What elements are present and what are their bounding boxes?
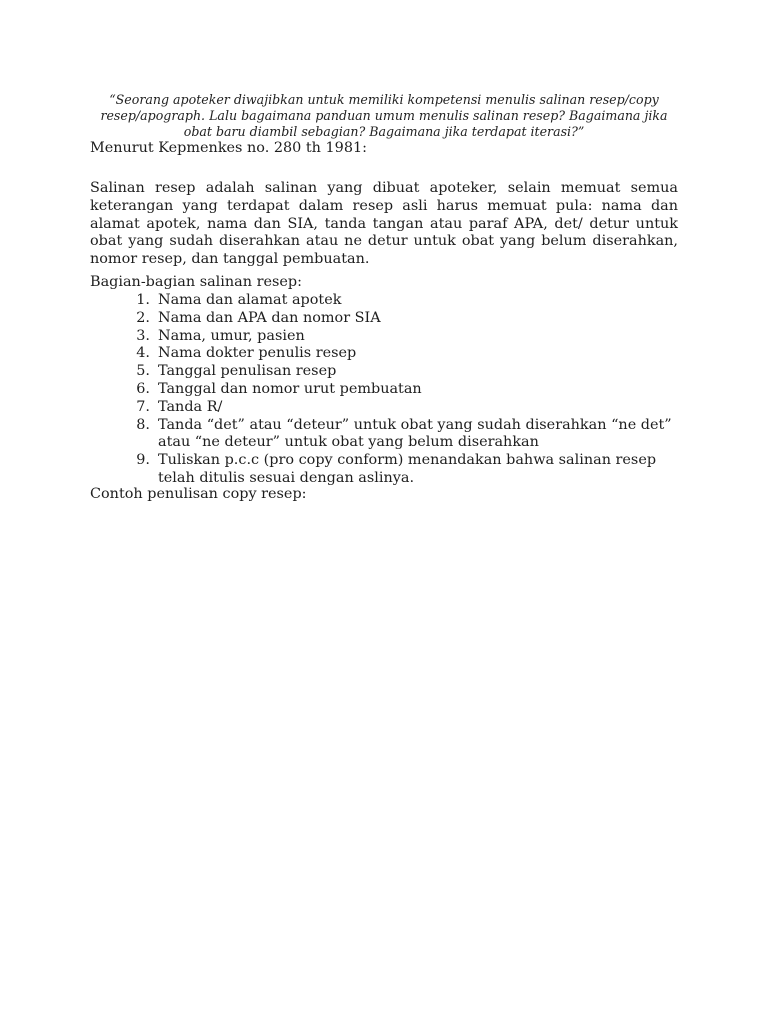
- list-item-text: Nama dokter penulis resep: [158, 345, 357, 362]
- list-item: [90, 328, 678, 346]
- list-item-text: Nama dan alamat apotek: [158, 292, 342, 308]
- list-item-number: 6.: [136, 380, 150, 397]
- parts-heading: Bagian-bagian salinan resep:: [90, 274, 302, 290]
- list-item-number: 7.: [136, 398, 150, 415]
- definition-paragraph: Salinan resep adalah salinan yang dibuat apoteker, selain memuat semua keterangan yang terdapat dalam resep asli harus memuat pula: nama dan alamat apotek, nama dan SIA, tanda tangan atau paraf APA, det/ detur untuk obat yang sudah diserahkan atau ne detur untuk obat yang belum diserahkan, nomor resep, dan tanggal pembuatan.: [90, 180, 678, 268]
- list-item-number: 8.: [136, 416, 150, 433]
- list-item-text: Tanda R/: [158, 398, 223, 415]
- list-item-text: Nama, umur, pasien: [158, 327, 305, 344]
- list-item-number: 4.: [136, 345, 150, 362]
- list-item-number: 5.: [136, 363, 150, 380]
- list-item: [90, 345, 678, 363]
- list-item-number: 3.: [136, 327, 150, 344]
- list-item-number: 1.: [136, 292, 150, 308]
- list-item: [90, 381, 678, 399]
- list-item-text: Tanggal penulisan resep: [158, 363, 337, 380]
- list-item-text: Tanggal dan nomor urut pembuatan: [158, 380, 422, 397]
- list-item-number: 9.: [136, 452, 150, 469]
- list-item: [90, 399, 678, 417]
- list-item-number: 2.: [136, 309, 150, 326]
- list-item-text: Tuliskan p.c.c (pro copy conform) menandakan bahwa salinan resep telah ditulis sesuai dengan aslinya.: [158, 452, 657, 486]
- list-item-text: Nama dan APA dan nomor SIA: [158, 309, 381, 326]
- list-item: [90, 363, 678, 381]
- list-item-text: Tanda “det” atau “deteur” untuk obat yang sudah diserahkan “ne det” atau “ne deteur” untuk obat yang belum diserahkan: [158, 416, 672, 451]
- list-item: [90, 310, 678, 328]
- list-item: [90, 292, 678, 310]
- list-item: [90, 452, 678, 488]
- intro-quote: “Seorang apoteker diwajibkan untuk memiliki kompetensi menulis salinan resep/copy resep/apograph. Lalu bagaimana panduan umum menulis salinan resep? Bagaimana jika obat baru diambil sebagian? Bagaimana jika terdapat iterasi?”: [100, 92, 668, 139]
- list-item: [90, 417, 678, 453]
- example-heading: Contoh penulisan copy resep:: [90, 486, 307, 502]
- regulation-reference: Menurut Kepmenkes no. 280 th 1981:: [90, 140, 367, 156]
- parts-list: [90, 292, 678, 488]
